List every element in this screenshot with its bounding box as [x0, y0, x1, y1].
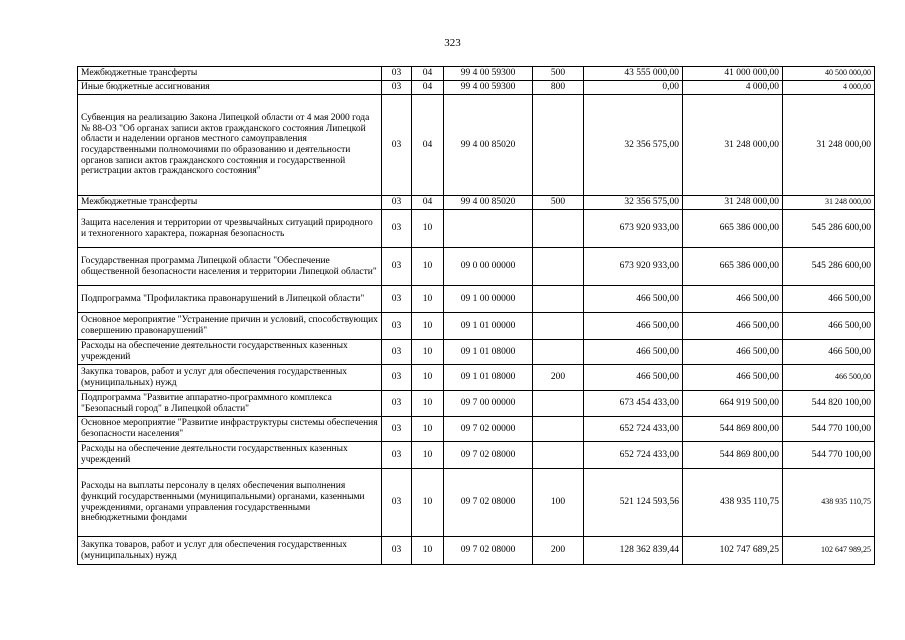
cell-target-article: 09 0 00 00000 [444, 248, 533, 286]
cell-amount-2: 438 935 110,75 [683, 469, 783, 537]
cell-amount-1: 466 500,00 [584, 286, 683, 313]
cell-amount-1: 652 724 433,00 [584, 442, 683, 469]
cell-amount-2: 41 000 000,00 [683, 67, 783, 81]
cell-section: 03 [382, 313, 412, 340]
cell-target-article: 99 4 00 59300 [444, 81, 533, 95]
cell-amount-3: 4 000,00 [783, 81, 875, 95]
cell-expense-type [533, 248, 584, 286]
table-row [78, 81, 875, 95]
cell-subsection: 04 [412, 95, 444, 196]
cell-description: Подпрограмма "Профилактика правонарушений в Липецкой области" [78, 286, 382, 313]
cell-amount-1: 673 920 933,00 [584, 248, 683, 286]
cell-expense-type [533, 442, 584, 469]
cell-amount-2: 4 000,00 [683, 81, 783, 95]
cell-section: 03 [382, 537, 412, 565]
cell-expense-type [533, 417, 584, 442]
table-row [78, 340, 875, 365]
cell-amount-1: 521 124 593,56 [584, 469, 683, 537]
cell-section: 03 [382, 67, 412, 81]
cell-description: Подпрограмма "Развитие аппаратно-программного комплекса "Безопасный город" в Липецкой области" [78, 391, 382, 417]
cell-target-article: 09 7 02 00000 [444, 417, 533, 442]
cell-description: Государственная программа Липецкой области "Обеспечение общественной безопасности населения и территории Липецкой области" [78, 248, 382, 286]
table-row [78, 537, 875, 565]
cell-subsection: 10 [412, 248, 444, 286]
cell-description: Межбюджетные трансферты [78, 196, 382, 210]
cell-subsection: 04 [412, 196, 444, 210]
cell-target-article: 99 4 00 59300 [444, 67, 533, 81]
cell-target-article: 99 4 00 85020 [444, 196, 533, 210]
cell-section: 03 [382, 248, 412, 286]
cell-description: Основное мероприятие "Развитие инфраструктуры системы обеспечения безопасности населения" [78, 417, 382, 442]
cell-target-article: 09 1 01 08000 [444, 365, 533, 391]
table-row [78, 210, 875, 248]
cell-target-article: 09 1 00 00000 [444, 286, 533, 313]
cell-amount-3: 545 286 600,00 [783, 248, 875, 286]
table-row [78, 248, 875, 286]
cell-amount-3: 466 500,00 [783, 365, 875, 391]
cell-amount-1: 466 500,00 [584, 365, 683, 391]
cell-target-article: 99 4 00 85020 [444, 95, 533, 196]
page-number: 323 [444, 37, 461, 49]
cell-target-article: 09 7 02 08000 [444, 442, 533, 469]
cell-amount-3: 31 248 000,00 [783, 95, 875, 196]
cell-amount-3: 466 500,00 [783, 340, 875, 365]
cell-section: 03 [382, 81, 412, 95]
table-row [78, 313, 875, 340]
cell-target-article [444, 210, 533, 248]
cell-description: Основное мероприятие "Устранение причин и условий, способствующих совершению правонарушений" [78, 313, 382, 340]
cell-target-article: 09 7 02 08000 [444, 469, 533, 537]
cell-amount-1: 466 500,00 [584, 340, 683, 365]
cell-amount-1: 673 920 933,00 [584, 210, 683, 248]
cell-amount-3: 466 500,00 [783, 286, 875, 313]
cell-expense-type [533, 313, 584, 340]
cell-subsection: 04 [412, 67, 444, 81]
table-row [78, 442, 875, 469]
cell-section: 03 [382, 95, 412, 196]
cell-description: Субвенция на реализацию Закона Липецкой области от 4 мая 2000 года № 88-ОЗ "Об органах записи актов гражданского состояния Липецкой области и наделении органов местного самоуправления государственными полномочиями по образованию и деятельности органов записи актов гражданского состояния и государственной регистрации актов гражданского состояния" [78, 95, 382, 196]
cell-section: 03 [382, 210, 412, 248]
cell-section: 03 [382, 365, 412, 391]
cell-amount-1: 673 454 433,00 [584, 391, 683, 417]
cell-subsection: 10 [412, 365, 444, 391]
cell-amount-1: 652 724 433,00 [584, 417, 683, 442]
cell-subsection: 10 [412, 313, 444, 340]
cell-subsection: 10 [412, 340, 444, 365]
cell-description: Иные бюджетные ассигнования [78, 81, 382, 95]
cell-section: 03 [382, 442, 412, 469]
cell-description: Расходы на обеспечение деятельности государственных казенных учреждений [78, 442, 382, 469]
cell-amount-2: 466 500,00 [683, 313, 783, 340]
cell-amount-1: 32 356 575,00 [584, 95, 683, 196]
cell-amount-3: 31 248 000,00 [783, 196, 875, 210]
table-row [78, 286, 875, 313]
cell-expense-type: 800 [533, 81, 584, 95]
cell-section: 03 [382, 286, 412, 313]
cell-expense-type: 100 [533, 469, 584, 537]
cell-amount-2: 466 500,00 [683, 365, 783, 391]
cell-description: Межбюджетные трансферты [78, 67, 382, 81]
cell-amount-2: 31 248 000,00 [683, 196, 783, 210]
cell-amount-2: 664 919 500,00 [683, 391, 783, 417]
cell-amount-3: 466 500,00 [783, 313, 875, 340]
table-row [78, 95, 875, 196]
table-row [78, 417, 875, 442]
cell-amount-1: 128 362 839,44 [584, 537, 683, 565]
cell-amount-1: 0,00 [584, 81, 683, 95]
cell-amount-3: 545 286 600,00 [783, 210, 875, 248]
cell-amount-2: 466 500,00 [683, 286, 783, 313]
cell-section: 03 [382, 196, 412, 210]
cell-amount-2: 544 869 800,00 [683, 442, 783, 469]
cell-amount-3: 102 647 989,25 [783, 537, 875, 565]
cell-amount-3: 544 770 100,00 [783, 417, 875, 442]
cell-subsection: 10 [412, 537, 444, 565]
cell-expense-type: 500 [533, 196, 584, 210]
table-row [78, 469, 875, 537]
cell-amount-1: 466 500,00 [584, 313, 683, 340]
cell-amount-3: 438 935 110,75 [783, 469, 875, 537]
cell-subsection: 10 [412, 442, 444, 469]
cell-expense-type: 200 [533, 537, 584, 565]
cell-section: 03 [382, 340, 412, 365]
cell-section: 03 [382, 417, 412, 442]
cell-amount-2: 102 747 689,25 [683, 537, 783, 565]
cell-subsection: 10 [412, 469, 444, 537]
cell-amount-2: 466 500,00 [683, 340, 783, 365]
cell-description: Расходы на обеспечение деятельности государственных казенных учреждений [78, 340, 382, 365]
cell-subsection: 10 [412, 417, 444, 442]
cell-expense-type: 200 [533, 365, 584, 391]
cell-expense-type [533, 391, 584, 417]
cell-target-article: 09 7 00 00000 [444, 391, 533, 417]
budget-table [77, 66, 875, 565]
cell-description: Расходы на выплаты персоналу в целях обеспечения выполнения функций государственными (муниципальными) органами, казенными учреждениями, органами управления государственными внебюджетными фондами [78, 469, 382, 537]
cell-amount-2: 31 248 000,00 [683, 95, 783, 196]
cell-expense-type [533, 210, 584, 248]
cell-amount-1: 43 555 000,00 [584, 67, 683, 81]
cell-expense-type [533, 286, 584, 313]
cell-description: Защита населения и территории от чрезвычайных ситуаций природного и техногенного характера, пожарная безопасность [78, 210, 382, 248]
cell-description: Закупка товаров, работ и услуг для обеспечения государственных (муниципальных) нужд [78, 365, 382, 391]
table-row [78, 391, 875, 417]
cell-subsection: 10 [412, 286, 444, 313]
cell-amount-3: 40 500 000,00 [783, 67, 875, 81]
table-row [78, 365, 875, 391]
cell-expense-type: 500 [533, 67, 584, 81]
cell-target-article: 09 7 02 08000 [444, 537, 533, 565]
cell-section: 03 [382, 391, 412, 417]
cell-description: Закупка товаров, работ и услуг для обеспечения государственных (муниципальных) нужд [78, 537, 382, 565]
cell-amount-2: 665 386 000,00 [683, 210, 783, 248]
table-body [78, 67, 875, 565]
cell-amount-3: 544 770 100,00 [783, 442, 875, 469]
cell-expense-type [533, 95, 584, 196]
table-row [78, 196, 875, 210]
cell-subsection: 10 [412, 210, 444, 248]
cell-expense-type [533, 340, 584, 365]
cell-section: 03 [382, 469, 412, 537]
cell-subsection: 04 [412, 81, 444, 95]
cell-amount-1: 32 356 575,00 [584, 196, 683, 210]
cell-amount-3: 544 820 100,00 [783, 391, 875, 417]
cell-target-article: 09 1 01 08000 [444, 340, 533, 365]
table-row [78, 67, 875, 81]
cell-amount-2: 665 386 000,00 [683, 248, 783, 286]
cell-target-article: 09 1 01 00000 [444, 313, 533, 340]
cell-subsection: 10 [412, 391, 444, 417]
cell-amount-2: 544 869 800,00 [683, 417, 783, 442]
